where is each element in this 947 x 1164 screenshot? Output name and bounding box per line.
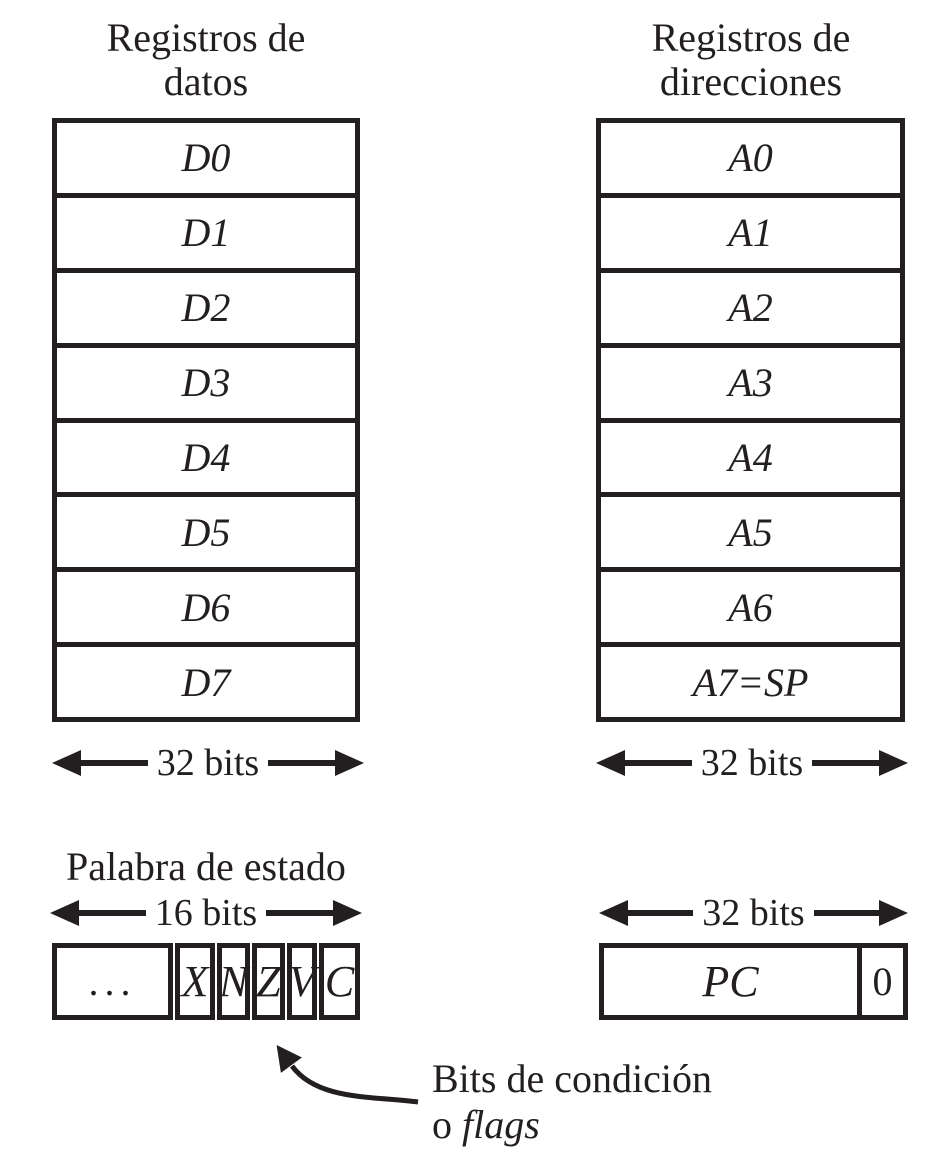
data-registers-title: Registros de datos [106, 15, 306, 104]
flag-cell-z: Z [252, 943, 285, 1020]
width-arrow-address-registers [596, 742, 908, 784]
annotation-line1: Bits de condición [432, 1056, 712, 1101]
arrow-right-head-icon [335, 750, 364, 776]
arrow-shaft [814, 910, 879, 916]
arrow-label: 16 bits [154, 892, 258, 934]
annotation-flags-word: flags [462, 1102, 540, 1147]
register-row-a1: A1 [601, 193, 900, 268]
register-row-a4: A4 [601, 418, 900, 493]
pc-low-bit: 0 [857, 948, 903, 1015]
arrow-label: 32 bits [700, 742, 804, 784]
register-row-a6: A6 [601, 567, 900, 642]
arrow-shaft [268, 760, 335, 766]
status-ellipsis-cell: ... [52, 943, 173, 1020]
register-row-a3: A3 [601, 343, 900, 418]
register-row-d6: D6 [57, 567, 355, 642]
width-arrow-status-word [50, 892, 362, 934]
register-row-d4: D4 [57, 418, 355, 493]
status-word-title: Palabra de estado [66, 844, 346, 889]
arrow-label: 32 bits [702, 892, 805, 934]
flags-pointer-arrow [258, 1040, 428, 1115]
arrow-right-head-icon [879, 900, 908, 926]
arrow-shaft [628, 910, 693, 916]
register-row-d0: D0 [181, 135, 231, 181]
arrow-left-head-icon [52, 750, 81, 776]
width-arrow-data-registers [52, 742, 364, 784]
arrow-left-head-icon [599, 900, 628, 926]
arrow-left-head-icon [50, 900, 79, 926]
program-counter-box [599, 943, 908, 1020]
register-row-a5: A5 [601, 492, 900, 567]
address-registers-title: Registros de direcciones [651, 15, 851, 104]
flag-cell-v: V [287, 943, 317, 1020]
flag-cell-c: C [319, 943, 360, 1020]
arrow-shaft [266, 910, 333, 916]
flag-cell-n: N [217, 943, 250, 1020]
register-row-d1: D1 [57, 193, 355, 268]
arrow-shaft [625, 760, 692, 766]
flags-annotation [432, 1056, 712, 1148]
flag-cell-x: X [175, 943, 215, 1020]
arrow-right-head-icon [879, 750, 908, 776]
register-row-a0: A0 [728, 135, 773, 181]
register-row-d5: D5 [57, 492, 355, 567]
arrow-right-head-icon [333, 900, 362, 926]
register-row-d3: D3 [57, 343, 355, 418]
pc-label: PC [702, 957, 759, 1006]
annotation-line2 [432, 1102, 712, 1148]
annotation-o: o [432, 1102, 462, 1147]
width-arrow-program-counter [599, 892, 908, 934]
register-row-d7: D7 [57, 642, 355, 717]
address-registers-table [596, 118, 905, 722]
arrow-shaft [81, 760, 148, 766]
status-word-box [52, 943, 360, 1020]
register-row-d2: D2 [57, 268, 355, 343]
data-registers-table [52, 118, 360, 722]
arrow-label: 32 bits [156, 742, 260, 784]
arrow-left-head-icon [596, 750, 625, 776]
arrow-shaft [812, 760, 879, 766]
arrow-shaft [79, 910, 146, 916]
register-row-a2: A2 [601, 268, 900, 343]
register-row-a7-sp: A7=SP [601, 642, 900, 717]
